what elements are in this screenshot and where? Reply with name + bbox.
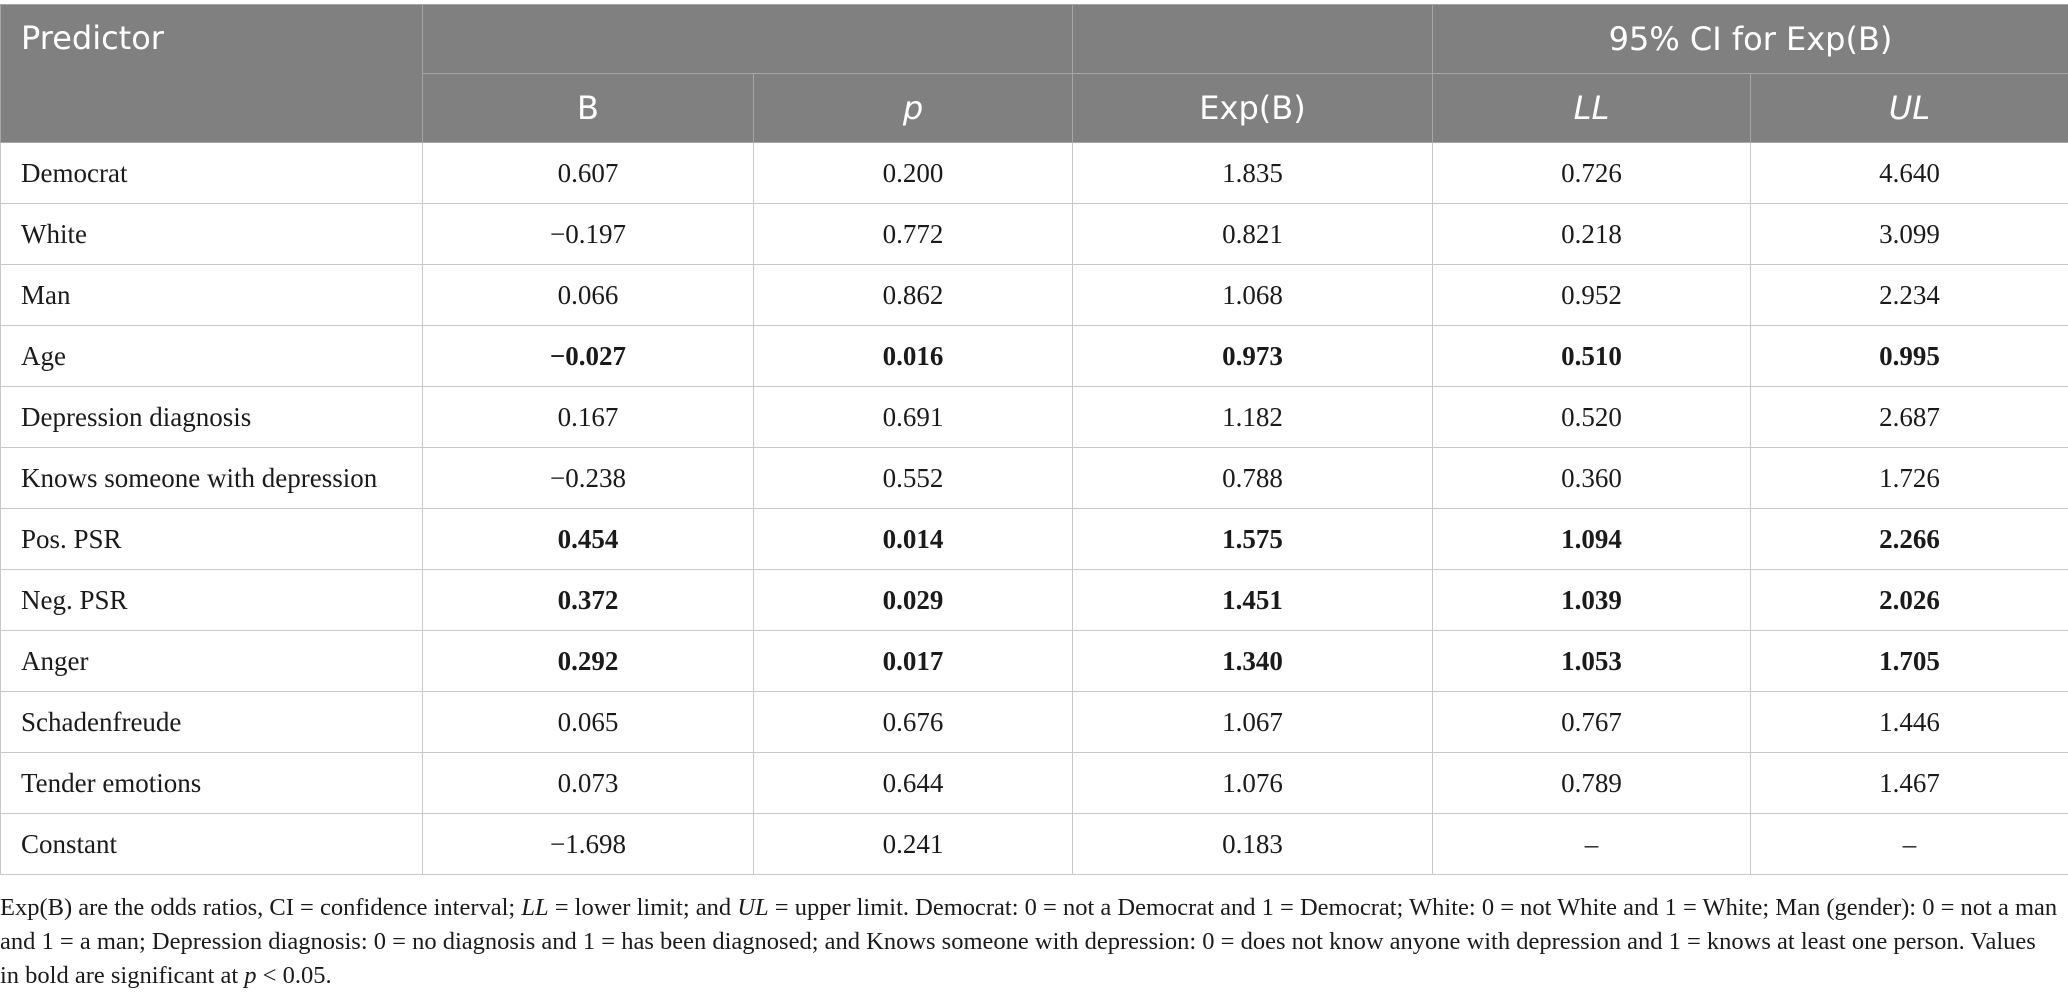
ul-cell: 3.099	[1751, 204, 2068, 265]
ul-cell: 2.026	[1751, 570, 2068, 631]
header-b: B	[423, 74, 754, 143]
header-ul: UL	[1751, 74, 2068, 143]
table-row	[1, 753, 2068, 814]
ul-cell: 1.446	[1751, 692, 2068, 753]
footnote-ul: UL	[737, 894, 769, 921]
footnote-p: p	[244, 962, 257, 989]
ll-cell: 0.952	[1433, 265, 1751, 326]
ll-cell: 0.510	[1433, 326, 1751, 387]
header-expb: Exp(B)	[1073, 74, 1433, 143]
predictor-cell: Age	[1, 326, 423, 387]
table-row	[1, 448, 2068, 509]
ll-cell: 0.520	[1433, 387, 1751, 448]
expb-cell: 0.973	[1073, 326, 1433, 387]
ul-cell: 1.705	[1751, 631, 2068, 692]
expb-cell: 0.183	[1073, 814, 1433, 875]
predictor-cell: Depression diagnosis	[1, 387, 423, 448]
ul-cell: 0.995	[1751, 326, 2068, 387]
footnote-text-2: = lower limit; and	[548, 894, 738, 921]
table-row	[1, 814, 2068, 875]
ll-cell: –	[1433, 814, 1751, 875]
expb-cell: 1.451	[1073, 570, 1433, 631]
b-cell: 0.292	[423, 631, 754, 692]
p-cell: 0.552	[754, 448, 1073, 509]
b-cell: −1.698	[423, 814, 754, 875]
regression-table	[0, 4, 2068, 875]
expb-cell: 1.835	[1073, 143, 1433, 204]
p-cell: 0.017	[754, 631, 1073, 692]
expb-cell: 1.067	[1073, 692, 1433, 753]
header-ci-group: 95% CI for Exp(B)	[1433, 5, 2068, 74]
expb-cell: 1.076	[1073, 753, 1433, 814]
footnote-text-3: = upper limit. Democrat: 0 = not a Democrat and 1 = Democrat; White: 0 = not White and 1 = White; Man (gender): 0 = not a man and 1 = a man; Depression diagnosis: 0 = no diagnosis and 1 = has been diagnosed; and Knows someone with depression: 0 = does not know anyone with depression and 1 = knows at least one person. Values in bold are significant at	[0, 894, 2058, 989]
b-cell: 0.073	[423, 753, 754, 814]
ll-cell: 0.767	[1433, 692, 1751, 753]
b-cell: −0.238	[423, 448, 754, 509]
header-blank-expb	[1073, 5, 1433, 74]
header-ll: LL	[1433, 74, 1751, 143]
b-cell: 0.167	[423, 387, 754, 448]
p-cell: 0.241	[754, 814, 1073, 875]
predictor-cell: Man	[1, 265, 423, 326]
ll-cell: 0.360	[1433, 448, 1751, 509]
expb-cell: 1.575	[1073, 509, 1433, 570]
predictor-cell: Anger	[1, 631, 423, 692]
ll-cell: 0.218	[1433, 204, 1751, 265]
predictor-cell: White	[1, 204, 423, 265]
expb-cell: 1.068	[1073, 265, 1433, 326]
ul-cell: 2.266	[1751, 509, 2068, 570]
expb-cell: 0.788	[1073, 448, 1433, 509]
b-cell: 0.372	[423, 570, 754, 631]
p-cell: 0.029	[754, 570, 1073, 631]
table-row	[1, 387, 2068, 448]
b-cell: 0.454	[423, 509, 754, 570]
expb-cell: 1.182	[1073, 387, 1433, 448]
header-p: p	[754, 74, 1073, 143]
expb-cell: 1.340	[1073, 631, 1433, 692]
table-row	[1, 204, 2068, 265]
ll-cell: 0.726	[1433, 143, 1751, 204]
table-row	[1, 509, 2068, 570]
table-footnote	[0, 891, 2060, 993]
ll-cell: 1.053	[1433, 631, 1751, 692]
ul-cell: 2.687	[1751, 387, 2068, 448]
p-cell: 0.644	[754, 753, 1073, 814]
ul-cell: 4.640	[1751, 143, 2068, 204]
table-row	[1, 326, 2068, 387]
b-cell: 0.066	[423, 265, 754, 326]
p-cell: 0.016	[754, 326, 1073, 387]
table-header	[1, 5, 2068, 143]
predictor-cell: Constant	[1, 814, 423, 875]
ul-cell: 1.726	[1751, 448, 2068, 509]
table-row	[1, 692, 2068, 753]
header-predictor: Predictor	[1, 5, 423, 143]
table-row	[1, 570, 2068, 631]
b-cell: 0.065	[423, 692, 754, 753]
ll-cell: 1.039	[1433, 570, 1751, 631]
b-cell: −0.027	[423, 326, 754, 387]
table-row	[1, 631, 2068, 692]
b-cell: −0.197	[423, 204, 754, 265]
p-cell: 0.772	[754, 204, 1073, 265]
predictor-cell: Pos. PSR	[1, 509, 423, 570]
b-cell: 0.607	[423, 143, 754, 204]
p-cell: 0.676	[754, 692, 1073, 753]
predictor-cell: Knows someone with depression	[1, 448, 423, 509]
predictor-cell: Tender emotions	[1, 753, 423, 814]
footnote-text-4: < 0.05.	[256, 962, 332, 989]
table-body	[1, 143, 2068, 875]
header-row-top	[1, 5, 2068, 74]
ul-cell: –	[1751, 814, 2068, 875]
predictor-cell: Schadenfreude	[1, 692, 423, 753]
footnote-text-1: Exp(B) are the odds ratios, CI = confidence interval;	[0, 894, 522, 921]
p-cell: 0.691	[754, 387, 1073, 448]
ul-cell: 2.234	[1751, 265, 2068, 326]
table-row	[1, 265, 2068, 326]
p-cell: 0.200	[754, 143, 1073, 204]
p-cell: 0.862	[754, 265, 1073, 326]
p-cell: 0.014	[754, 509, 1073, 570]
header-blank-b-p	[423, 5, 1073, 74]
predictor-cell: Democrat	[1, 143, 423, 204]
ll-cell: 1.094	[1433, 509, 1751, 570]
table-row	[1, 143, 2068, 204]
ll-cell: 0.789	[1433, 753, 1751, 814]
expb-cell: 0.821	[1073, 204, 1433, 265]
predictor-cell: Neg. PSR	[1, 570, 423, 631]
ul-cell: 1.467	[1751, 753, 2068, 814]
footnote-ll: LL	[521, 894, 549, 921]
